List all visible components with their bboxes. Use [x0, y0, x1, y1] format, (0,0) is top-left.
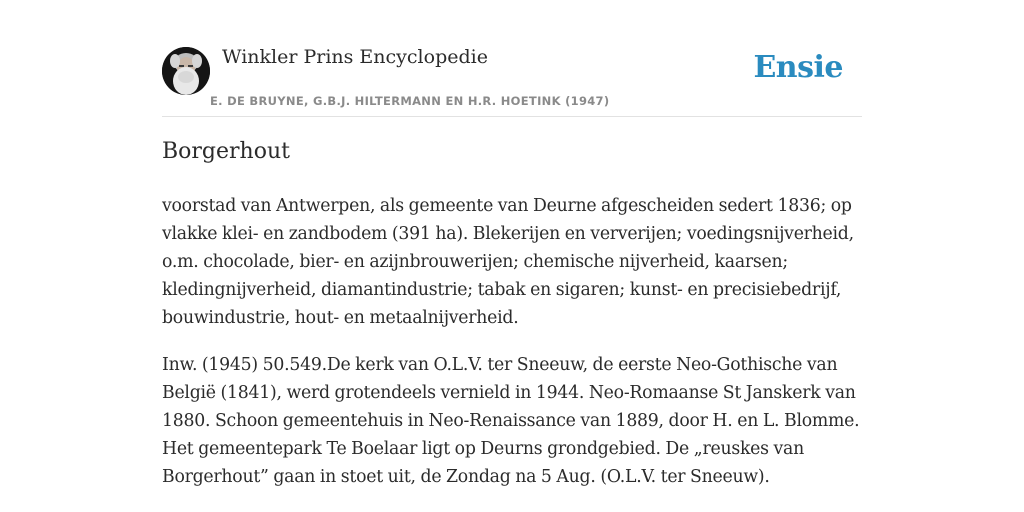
brand-logo-link[interactable]: Ensie: [753, 50, 843, 85]
authors-line: E. DE BRUYNE, G.B.J. HILTERMANN EN H.R. HOETINK (1947): [210, 94, 610, 108]
entry-paragraph: Inw. (1945) 50.549.De kerk van O.L.V. ter Sneeuw, de eerste Neo-Gothische van België (1841), werd grotendeels vernield in 1944. Neo-Romaanse St Janskerk van 1880. Schoon gemeentehuis in Neo-Renaissance van 1889, door H. en L. Blomme. Het gemeentepark Te Boelaar ligt op Deurns grondgebied. De „reuskes van Borgerhout” gaan in stoet uit, de Zondag na 5 Aug. (O.L.V. ter Sneeuw).: [162, 355, 860, 487]
site-title[interactable]: Winkler Prins Encyclopedie: [222, 46, 488, 68]
portrait-avatar[interactable]: [162, 47, 210, 95]
portrait-icon: [162, 47, 210, 95]
entry-paragraph: voorstad van Antwerpen, als gemeente van Deurne afgescheiden sedert 1836; op vlakke klei- en zandbodem (391 ha). Blekerijen en ververijen; voedingsnijverheid, o.m. chocolade, bier- en azijnbrouwerijen; chemische nijverheid, kaarsen; kledingnijverheid, diamantindustrie; tabak en sigaren; kunst- en precisiebedrijf, bouwindustrie, hout- en metaalnijverheid.: [162, 196, 854, 328]
entry-title: Borgerhout: [162, 139, 290, 164]
entry-content: [162, 192, 862, 510]
header: [162, 0, 862, 117]
page-container: [162, 0, 862, 487]
